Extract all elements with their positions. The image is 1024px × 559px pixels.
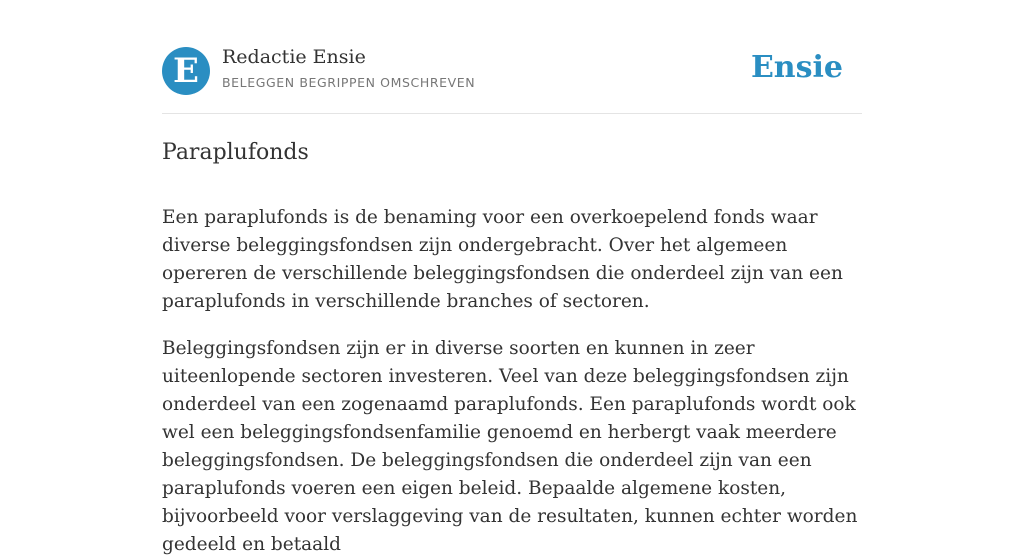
author-subtitle: BELEGGEN BEGRIPPEN OMSCHREVEN: [222, 75, 476, 90]
author-name[interactable]: Redactie Ensie: [222, 46, 366, 68]
article-title: Paraplufonds: [162, 140, 309, 165]
article-paragraph: Een paraplufonds is de benaming voor een overkoepelend fonds waar diverse beleggingsfondsen zijn ondergebracht. Over het algemeen opereren de verschillende beleggingsfondsen die onderdeel zijn van een paraplufonds in verschillende branches of sectoren.: [162, 207, 843, 312]
divider: [162, 113, 862, 114]
article-paragraph: Beleggingsfondsen zijn er in diverse soorten en kunnen in zeer uiteenlopende sectoren investeren. Veel van deze beleggingsfondsen zijn onderdeel van een zogenaamd paraplufonds. Een paraplufonds wordt ook wel een beleggingsfondsenfamilie genoemd en herbergt vaak meerdere beleggingsfondsen. De beleggingsfondsen die onderdeel zijn van een paraplufonds voeren een eigen beleid. Bepaalde algemene kosten, bijvoorbeeld voor verslaggeving van de resultaten, kunnen echter worden gedeeld en betaald: [162, 338, 858, 555]
article: [162, 137, 862, 559]
header: [162, 46, 862, 96]
brand-logo[interactable]: Ensie: [750, 50, 843, 85]
avatar[interactable]: E: [162, 47, 210, 95]
